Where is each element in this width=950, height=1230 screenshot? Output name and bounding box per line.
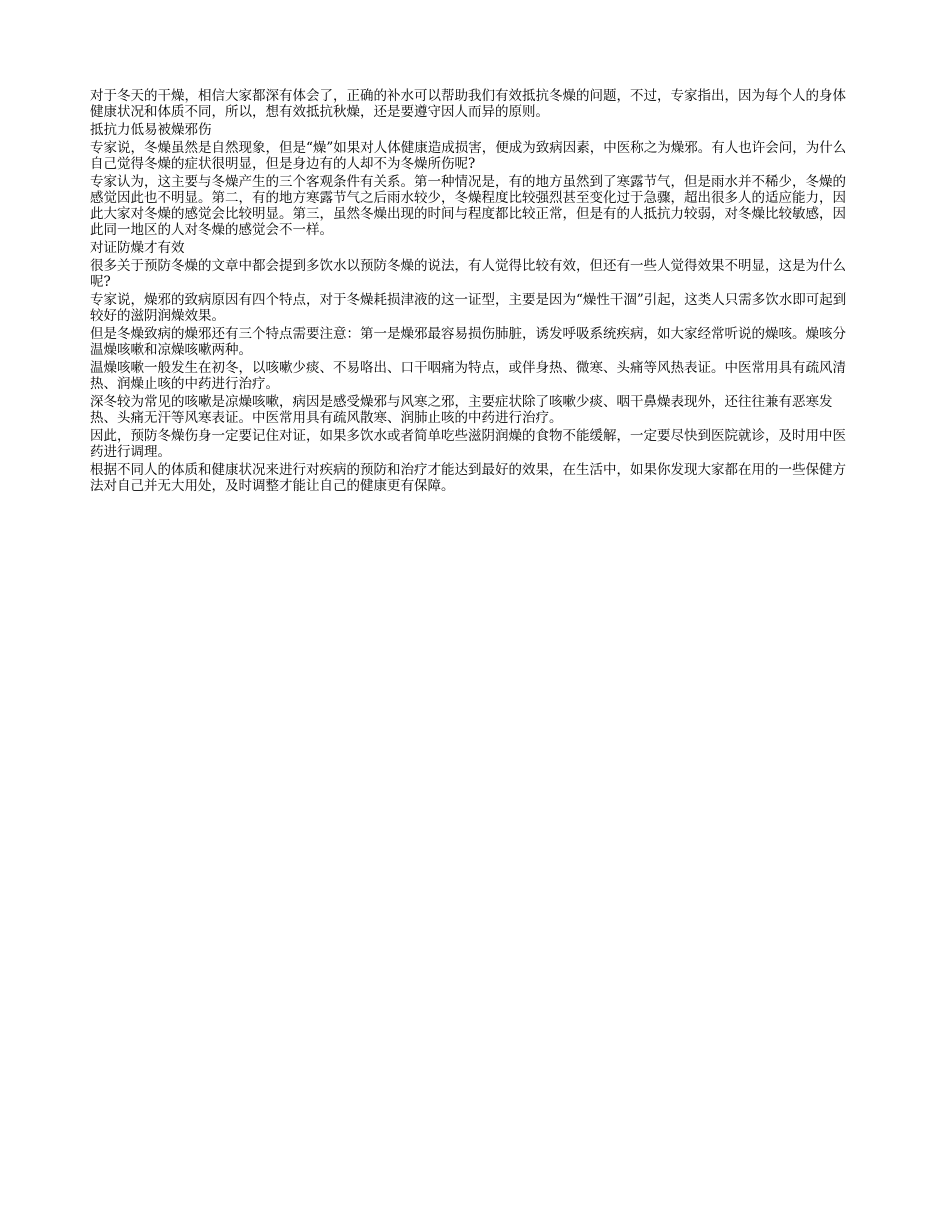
paragraph: 专家说，燥邪的致病原因有四个特点，对于冬燥耗损津液的这一证型，主要是因为“燥性干涸”引起，这类人只需多饮水即可起到较好的滋阴润燥效果。 [90, 292, 847, 324]
paragraph: 很多关于预防冬燥的文章中都会提到多饮水以预防冬燥的说法，有人觉得比较有效，但还有一些人觉得效果不明显，这是为什么呢? [90, 258, 846, 290]
paragraph-intro: 对于冬天的干燥，相信大家都深有体会了，正确的补水可以帮助我们有效抵抗冬燥的问题，不过，专家指出，因为每个人的身体健康状况和体质不同，所以，想有效抵抗秋燥，还是要遵守因人而异的原则。 [90, 88, 846, 120]
section-heading-resistance: 抵抗力低易被燥邪伤 [90, 122, 212, 138]
paragraph: 专家认为，这主要与冬燥产生的三个客观条件有关系。第一种情况是，有的地方虽然到了寒露节气，但是雨水并不稀少，冬燥的感觉因此也不明显。第二，有的地方寒露节气之后雨水较少，冬燥程度比较强烈甚至变化过于急骤，超出很多人的适应能力，因此大家对冬燥的感觉会比较明显。第三，虽然冬燥出现的时间与程度都比较正常，但是有的人抵抗力较弱，对冬燥比较敏感，因此同一地区的人对冬燥的感觉会不一样。 [90, 174, 846, 238]
paragraph-conclusion: 根据不同人的体质和健康状况来进行对疾病的预防和治疗才能达到最好的效果，在生活中，如果你发现大家都在用的一些保健方法对自己并无大用处，及时调整才能让自己的健康更有保障。 [90, 462, 846, 494]
paragraph: 深冬较为常见的咳嗽是凉燥咳嗽，病因是感受燥邪与风寒之邪，主要症状除了咳嗽少痰、咽干鼻燥表现外，还往往兼有恶寒发热、头痛无汗等风寒表证。中医常用具有疏风散寒、润肺止咳的中药进行治疗。 [90, 394, 833, 426]
article-body [90, 88, 858, 496]
paragraph: 专家说，冬燥虽然是自然现象，但是“燥”如果对人体健康造成损害，便成为致病因素，中医称之为燥邪。有人也许会问，为什么自己觉得冬燥的症状很明显，但是身边有的人却不为冬燥所伤呢? [90, 140, 847, 172]
paragraph: 温燥咳嗽一般发生在初冬，以咳嗽少痰、不易咯出、口干咽痛为特点，或伴身热、微寒、头痛等风热表证。中医常用具有疏风清热、润燥止咳的中药进行治疗。 [90, 360, 846, 392]
paragraph: 因此，预防冬燥伤身一定要记住对证，如果多饮水或者简单吃些滋阴润燥的食物不能缓解，一定要尽快到医院就诊，及时用中医药进行调理。 [90, 428, 846, 460]
section-heading-prevention: 对证防燥才有效 [90, 240, 185, 256]
paragraph: 但是冬燥致病的燥邪还有三个特点需要注意：第一是燥邪最容易损伤肺脏，诱发呼吸系统疾病，如大家经常听说的燥咳。燥咳分温燥咳嗽和凉燥咳嗽两种。 [90, 326, 846, 358]
